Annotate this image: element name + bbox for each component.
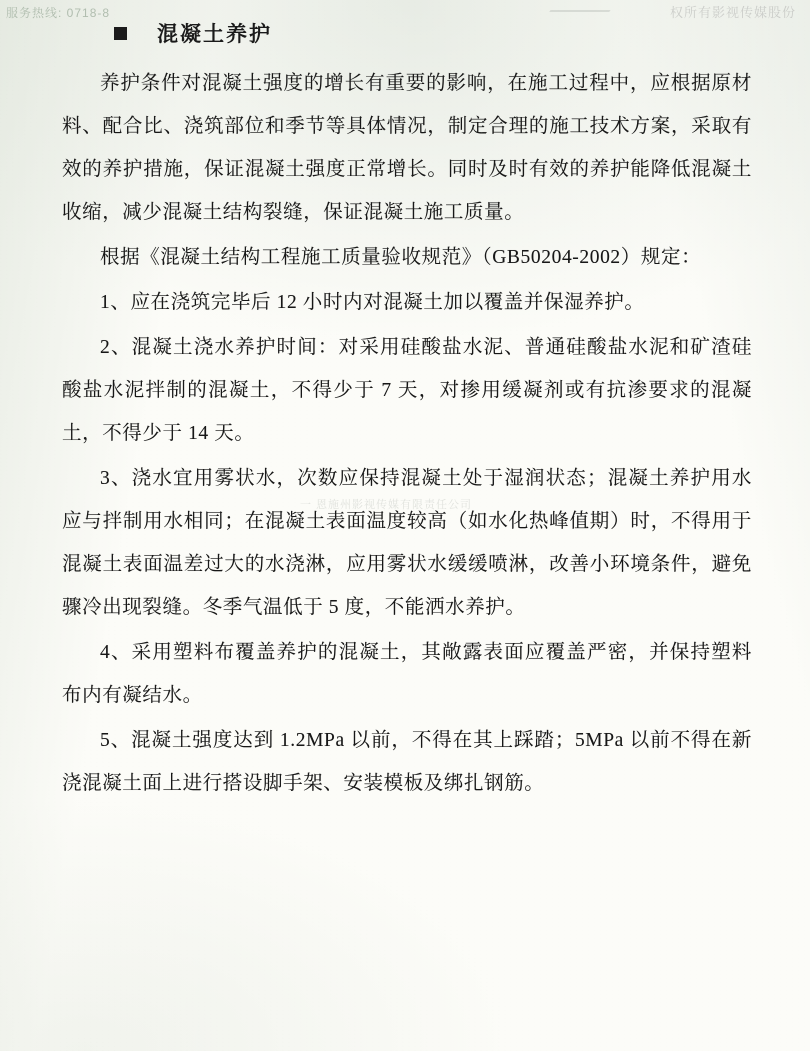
paragraph-intro: 养护条件对混凝土强度的增长有重要的影响，在施工过程中，应根据原材料、配合比、浇筑部位和季节等具体情况，制定合理的施工技术方案，采取有效的养护措施，保证混凝土强度正常增长。同时及时有效的养护能降低混凝土收缩，减少混凝土结构裂缝，保证混凝土施工质量。 [62,73,752,223]
paragraph-item-5: 5、混凝土强度达到 1.2MPa 以前，不得在其上踩踏；5MPa 以前不得在新浇混凝土面上进行搭设脚手架、安装模板及绑扎钢筋。 [62,730,752,794]
page-title: 混凝土养护 [157,21,272,46]
watermark-right: 权所有影视传媒股份 [669,5,796,20]
paragraph-item-4: 4、采用塑料布覆盖养护的混凝土，其敞露表面应覆盖严密，并保持塑料布内有凝结水。 [62,642,752,706]
paragraph-standard-reference: 根据《混凝土结构工程施工质量验收规范》（GB50204-2002）规定： [100,247,702,268]
paragraph-item-3: 3、浇水宜用雾状水，次数应保持混凝土处于湿润状态；混凝土养护用水应与拌制用水相同；在混凝土表面温度较高（如水化热峰值期）时，不得用于混凝土表面温差过大的水浇淋，应用雾状水缓缓喷淋，改善小环境条件，避免骤冷出现裂缝。冬季气温低于 5 度，不能洒水养护。 [62,468,752,618]
filled-square-bullet-icon [114,27,127,40]
paragraph-item-1: 1、应在浇筑完毕后 12 小时内对混凝土加以覆盖并保湿养护。 [100,292,645,313]
watermark-left: 服务热线: 0718-8 [6,6,111,20]
section-heading [114,18,752,48]
paragraph-item-2: 2、混凝土浇水养护时间：对采用硅酸盐水泥、普通硅酸盐水泥和矿渣硅酸盐水泥拌制的混凝土，不得少于 7 天，对掺用缓凝剂或有抗渗要求的混凝土，不得少于 14 天。 [62,337,752,444]
watermark-middle: 一 恩施州影视传媒有限责任公司 [300,499,473,511]
document-body [62,18,752,805]
